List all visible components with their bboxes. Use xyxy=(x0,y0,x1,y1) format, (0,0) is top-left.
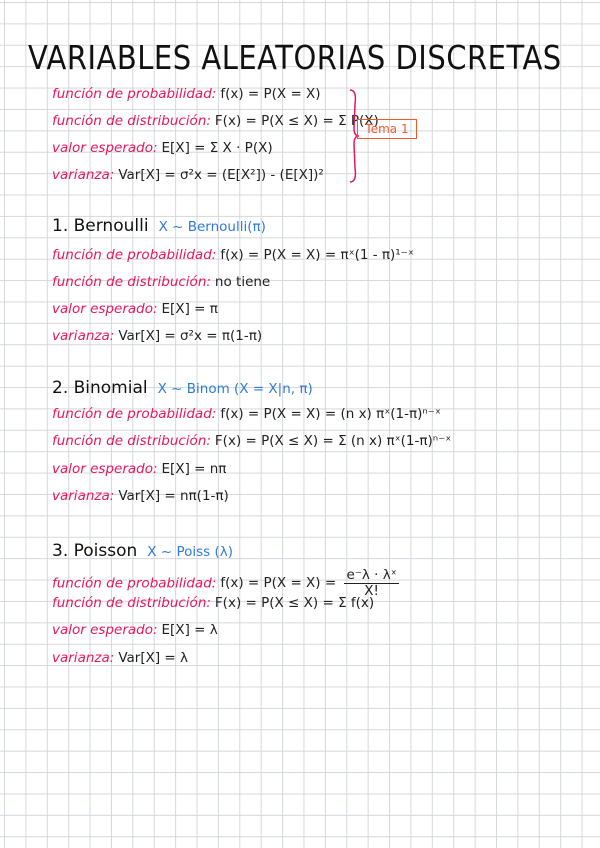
fraction-denominator: X! xyxy=(364,582,379,599)
row-formula: f(x) = P(X = X) = (n x) πˣ(1-π)ⁿ⁻ˣ xyxy=(220,406,441,422)
row-label: varianza: xyxy=(52,167,115,183)
row-formula: E[X] = nπ xyxy=(161,461,227,477)
poisson-row-2 xyxy=(52,595,374,611)
row-formula: f(x) = P(X = X) = xyxy=(220,575,337,592)
row-formula: Var[X] = σ²x = π(1-π) xyxy=(118,328,263,344)
binomial-row-2 xyxy=(52,433,451,449)
row-label: varianza: xyxy=(52,650,115,666)
row-formula: Var[X] = λ xyxy=(118,650,188,666)
section-heading-bernoulli xyxy=(52,216,266,236)
section-heading: 3. Poisson xyxy=(52,541,138,561)
row-formula: E[X] = π xyxy=(161,301,218,317)
section-heading-poisson xyxy=(52,541,233,561)
fraction-numerator: e⁻λ · λˣ xyxy=(346,567,397,583)
row-formula: E[X] = λ xyxy=(161,622,218,638)
row-label: función de distribución: xyxy=(52,595,211,611)
general-row-2 xyxy=(52,113,379,129)
row-formula: no tiene xyxy=(214,274,271,290)
row-label: valor esperado: xyxy=(52,461,158,477)
row-label: valor esperado: xyxy=(52,301,158,317)
poisson-row-3 xyxy=(52,622,218,638)
row-label: varianza: xyxy=(52,328,115,344)
row-label: función de distribución: xyxy=(52,274,211,290)
bernoulli-row-2 xyxy=(52,274,270,290)
section-heading-binomial xyxy=(52,378,313,398)
row-formula: Var[X] = nπ(1-π) xyxy=(118,488,229,504)
general-row-3 xyxy=(52,140,273,156)
dist-notation: X ~ Poiss (λ) xyxy=(147,544,233,560)
row-formula: F(x) = P(X ≤ X) = Σ (n x) πˣ(1-π)ⁿ⁻ˣ xyxy=(214,433,452,449)
row-label: función de probabilidad: xyxy=(52,406,217,422)
row-label: función de distribución: xyxy=(52,433,211,449)
binomial-row-4 xyxy=(52,488,229,504)
row-formula: E[X] = Σ X · P(X) xyxy=(161,140,273,156)
row-label: varianza: xyxy=(52,488,115,504)
row-formula: F(x) = P(X ≤ X) = Σ P(X) xyxy=(214,113,379,129)
binomial-row-3 xyxy=(52,461,226,477)
row-label: función de probabilidad: xyxy=(52,86,217,102)
dist-notation: X ~ Binom (X = X|n, π) xyxy=(157,381,313,397)
section-heading: 1. Bernoulli xyxy=(52,216,149,236)
bernoulli-row-3 xyxy=(52,301,218,317)
general-row-4 xyxy=(52,167,324,183)
page-title: VARIABLES ALEATORIAS DISCRETAS xyxy=(28,38,562,78)
general-row-1 xyxy=(52,86,321,102)
tema-badge: Tema 1 xyxy=(357,119,417,139)
bernoulli-row-4 xyxy=(52,328,262,344)
row-label: función de probabilidad: xyxy=(52,575,217,592)
dist-notation: X ~ Bernoulli(π) xyxy=(158,219,266,235)
binomial-row-1 xyxy=(52,406,441,422)
row-formula: F(x) = P(X ≤ X) = Σ f(x) xyxy=(214,595,375,611)
row-label: función de probabilidad: xyxy=(52,247,217,263)
poisson-row-4 xyxy=(52,650,188,666)
row-formula: Var[X] = σ²x = (E[X²]) - (E[X])² xyxy=(118,167,324,183)
row-label: función de distribución: xyxy=(52,113,211,129)
row-formula: f(x) = P(X = X) = πˣ(1 - π)¹⁻ˣ xyxy=(220,247,414,263)
row-label: valor esperado: xyxy=(52,622,158,638)
row-formula: f(x) = P(X = X) xyxy=(220,86,321,102)
section-heading: 2. Binomial xyxy=(52,378,148,398)
row-label: valor esperado: xyxy=(52,140,158,156)
bernoulli-row-1 xyxy=(52,247,414,263)
